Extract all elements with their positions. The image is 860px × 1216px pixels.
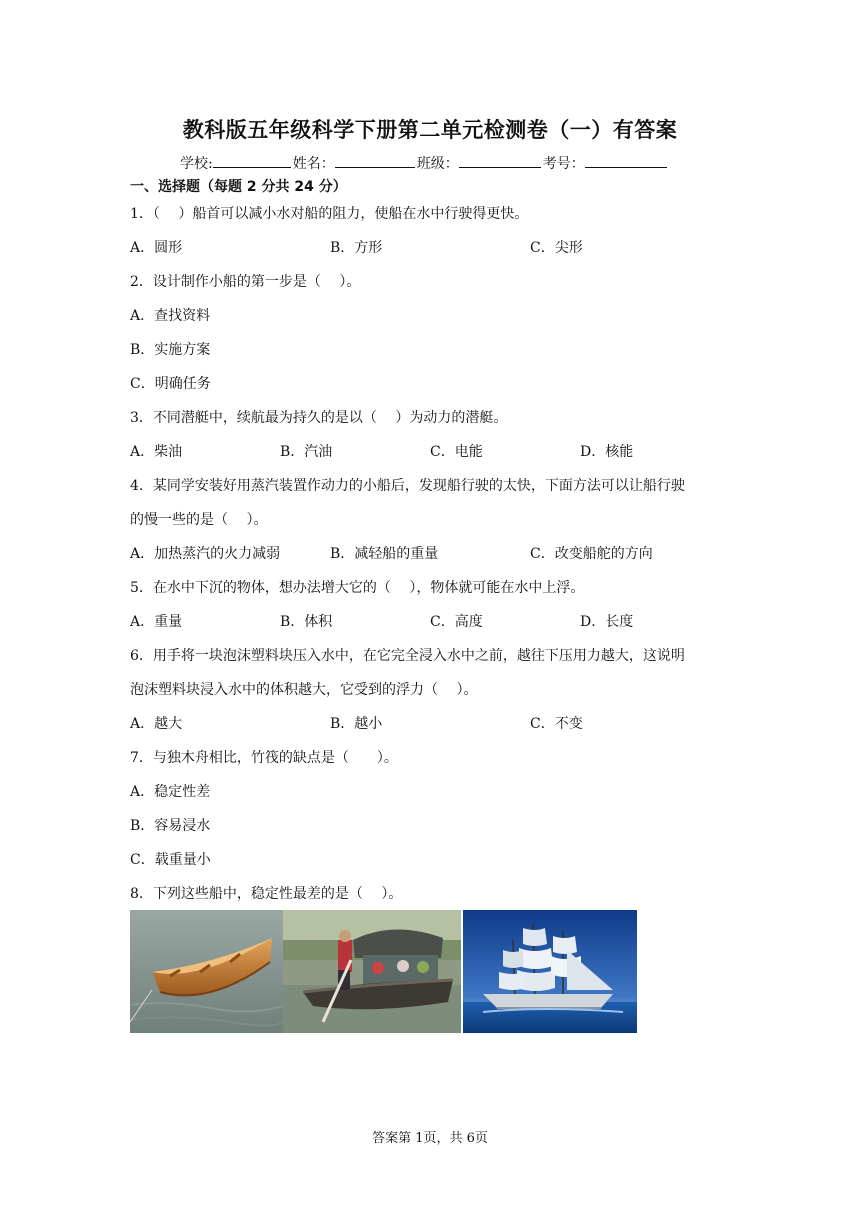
question-1-stem: 1．（ ）船首可以减小水对船的阻力，使船在水中行驶得更快。 bbox=[130, 206, 529, 222]
wooden-boat-illustration bbox=[130, 910, 283, 1033]
canopy-boat-illustration bbox=[283, 910, 461, 1033]
question-7-stem: 7．与独木舟相比，竹筏的缺点是（ ）。 bbox=[130, 750, 398, 766]
exam-label: 考号： bbox=[542, 156, 585, 172]
question-4-option-c: C．改变船舵的方向 bbox=[530, 546, 653, 562]
question-6-stem-line-1: 6．用手将一块泡沫塑料块压入水中，在它完全浸入水中之前，越往下压用力越大，这说明 bbox=[130, 648, 685, 664]
question-3-stem: 3．不同潜艇中，续航最为持久的是以（ ）为动力的潜艇。 bbox=[130, 410, 508, 426]
section-heading: 一、选择题（每题 2 分共 24 分） bbox=[130, 179, 347, 195]
question-1-option-c: C．尖形 bbox=[530, 240, 583, 256]
question-2-option-a: A．查找资料 bbox=[130, 308, 211, 324]
question-2-stem: 2．设计制作小船的第一步是（ ）。 bbox=[130, 274, 361, 290]
question-6-option-c: C．不变 bbox=[530, 716, 583, 732]
question-7-option-c: C．载重量小 bbox=[130, 852, 211, 868]
question-3-option-a: A．柴油 bbox=[130, 444, 183, 460]
question-4-stem-line-1: 4．某同学安装好用蒸汽装置作动力的小船后，发现船行驶的太快，下面方法可以让船行驶 bbox=[130, 478, 685, 494]
question-4-stem-line-2: 的慢一些的是（ ）。 bbox=[130, 512, 268, 528]
question-3-option-b: B．汽油 bbox=[280, 444, 333, 460]
name-blank bbox=[335, 153, 415, 168]
class-blank bbox=[459, 153, 541, 168]
school-label: 学校: bbox=[180, 156, 213, 172]
question-4-option-a: A．加热蒸汽的火力减弱 bbox=[130, 546, 281, 562]
page-footer: 答案第 1页，共 6页 bbox=[372, 1131, 488, 1146]
question-2-option-c: C．明确任务 bbox=[130, 376, 211, 392]
question-7-option-a: A．稳定性差 bbox=[130, 784, 211, 800]
question-5-option-b: B．体积 bbox=[280, 614, 333, 630]
wooden-boat-image bbox=[130, 910, 283, 1033]
page-title: 教科版五年级科学下册第二单元检测卷（一）有答案 bbox=[182, 118, 678, 142]
question-3-option-c: C．电能 bbox=[430, 444, 483, 460]
question-6-option-a: A．越大 bbox=[130, 716, 183, 732]
name-label: 姓名： bbox=[292, 156, 335, 172]
question-5-option-d: D．长度 bbox=[580, 614, 634, 630]
school-blank bbox=[213, 153, 291, 168]
student-info-line bbox=[180, 153, 669, 173]
exam-blank bbox=[585, 153, 667, 168]
sailing-ship-image bbox=[463, 910, 637, 1033]
question-8-stem: 8．下列这些船中，稳定性最差的是（ ）。 bbox=[130, 886, 403, 902]
question-1-option-a: A．圆形 bbox=[130, 240, 183, 256]
question-6-option-b: B．越小 bbox=[330, 716, 383, 732]
question-7-option-b: B．容易浸水 bbox=[130, 818, 211, 834]
question-4-option-b: B．减轻船的重量 bbox=[330, 546, 439, 562]
question-2-option-b: B．实施方案 bbox=[130, 342, 211, 358]
question-5-option-a: A．重量 bbox=[130, 614, 183, 630]
question-5-stem: 5．在水中下沉的物体，想办法增大它的（ ），物体就可能在水中上浮。 bbox=[130, 580, 585, 596]
question-1-option-b: B．方形 bbox=[330, 240, 383, 256]
question-6-stem-line-2: 泡沫塑料块浸入水中的体积越大，它受到的浮力（ ）。 bbox=[130, 682, 478, 698]
class-label: 班级： bbox=[416, 156, 459, 172]
question-5-option-c: C．高度 bbox=[430, 614, 483, 630]
question-3-option-d: D．核能 bbox=[580, 444, 634, 460]
canopy-boat-image bbox=[283, 910, 461, 1033]
sailing-ship-illustration bbox=[463, 910, 637, 1033]
